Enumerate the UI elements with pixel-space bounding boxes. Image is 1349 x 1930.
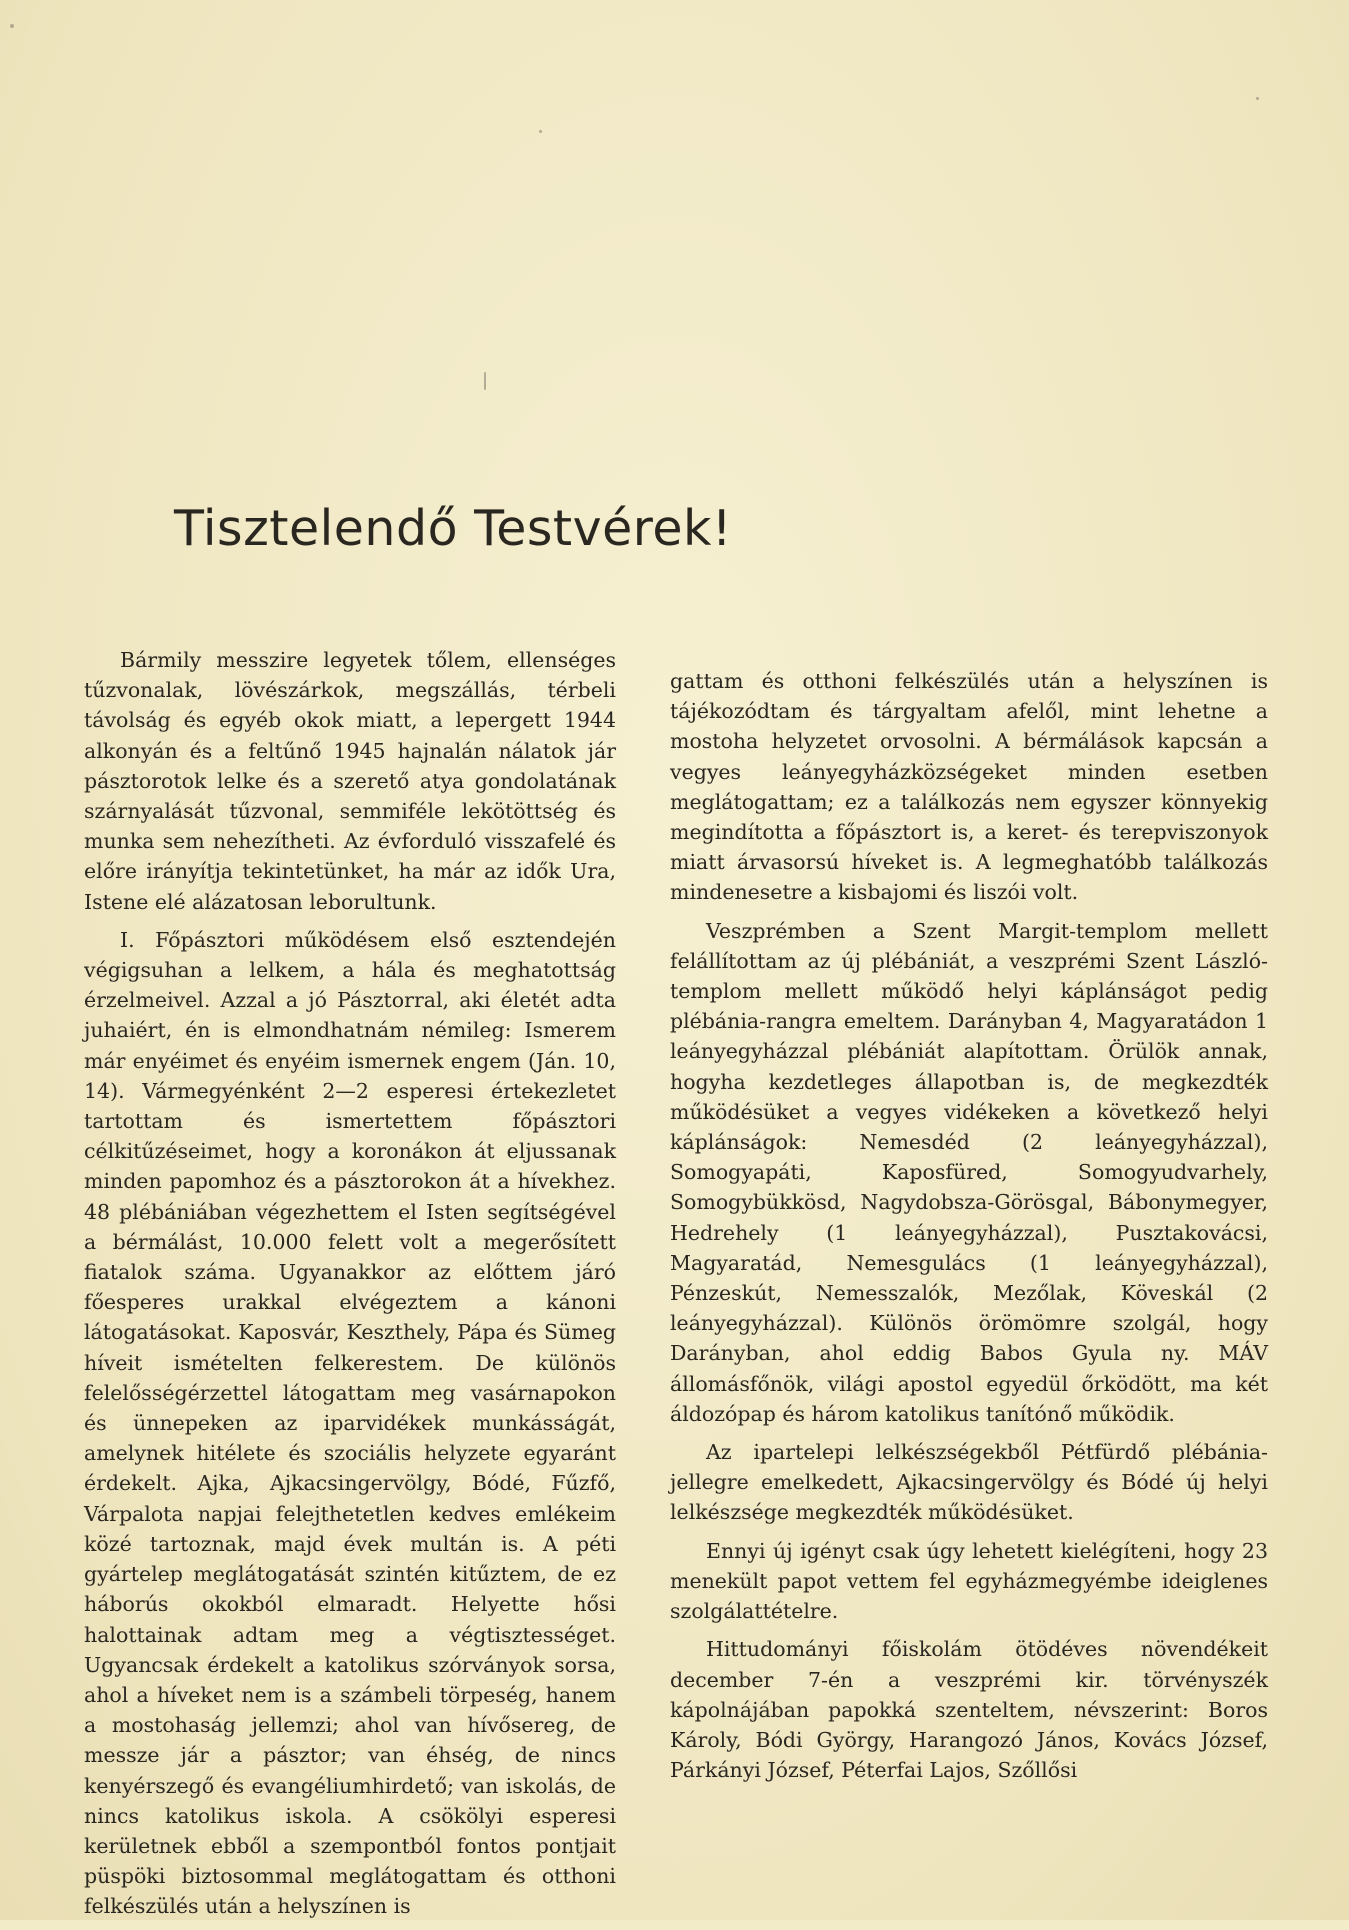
paragraph: Veszprémben a Szent Margit-templom mellett felállítottam az új plébániát, a veszprémi Szent László-templom mellett működő helyi káplánságot pedig plébánia-rangra emeltem. Darányban 4, Magyaratádon 1 leányegyházzal plébániát alapítottam. Örülök annak, hogyha kezdetleges állapotban is, de megkezdték működésüket a vegyes vidékeken a következő helyi káplánságok: Nemesdéd (2 leányegyházzal), Somogyapáti, Kaposfüred, Somogyudvarhely, Somogybükkösd, Nagydobsza-Görösgal, Bábonymegyer, Hedrehely (1 leányegyházzal), Pusztakovácsi, Magyaratád, Nemesgulács (1 leányegyházzal), Pénzeskút, Nemesszalók, Mezőlak, Köveskál (2 leányegyházzal). Különös örömömre szolgál, hogy Darányban, ahol eddig Babos Gyula ny. MÁV állomásfőnök, világi apostol egyedül őrködött, ma két áldozópap és három katolikus tanítónő működik. [670, 918, 1268, 1426]
paragraph: Hittudományi főiskolám ötödéves növendékeit december 7-én a veszprémi kir. törvényszék kápolnájában papokká szenteltem, névszerint: Boros Károly, Bódi György, Harangozó János, Kovács József, Párkányi József, Péterfai Lajos, Szőllősi [670, 1637, 1268, 1783]
paragraph: Az ipartelepi lelkészségekből Pétfürdő plébánia-jellegre emelkedett, Ajkacsingervölgy és Bódé új helyi lelkészsége megkezdték működésüket. [670, 1440, 1268, 1525]
paragraph: Ennyi új igényt csak úgy lehetett kielégíteni, hogy 23 menekült papot vettem fel egyházmegyémbe ideiglenes szolgálattételre. [670, 1538, 1268, 1624]
paper-speck [10, 24, 14, 28]
paper-speck [1256, 97, 1259, 100]
paragraph: gattam és otthoni felkészülés után a helyszínen is tájékozódtam és tárgyaltam afelől, mint lehetne a mostoha helyzetet orvosolni. A bérmálások kapcsán a vegyes leányegyházközségeket minden esetben meglátogattam; ez a találkozás nem egyszer könnyekig megindította a főpásztort is, a keret- és terepviszonyok miatt árvasorsú híveket is. A legmeghatóbb találkozás mindenesetre a kisbajomi és liszói volt. [670, 669, 1268, 905]
paper-speck [484, 372, 486, 390]
left-column [84, 645, 616, 1930]
right-column [670, 666, 1268, 1793]
page-title: Tisztelendő Testvérek! [174, 500, 732, 557]
paragraph: I. Főpásztori működésem első esztendején végigsuhan a lelkem, a hála és meghatottság érzelmeivel. Azzal a jó Pásztorral, aki életét adta juhaiért, én is elmondhatnám némileg: Ismerem már enyéimet és enyéim ismernek engem (Ján. 10, 14). Vármegyénként 2—2 esperesi értekezletet tartottam és ismertettem főpásztori célkitűzéseimet, hogy a koronákon át eljussanak minden papomhoz és a pásztorokon át a hívekhez. 48 plébániában végezhettem el Isten segítségével a bérmálást, 10.000 felett volt a megerősített fiatalok száma. Ugyanakkor az előttem járó főesperes urakkal elvégeztem a kánoni látogatásokat. Kaposvár, Keszthely, Pápa és Sümeg híveit ismételten felkerestem. De különös felelősségérzettel látogattam meg vasárnapokon és ünnepeken az iparvidékek munkásságát, amelynek hitélete és szociális helyzete egyaránt érdekelt. Ajka, Ajkacsingervölgy, Bódé, Fűzfő, Várpalota napjai felejthetetlen kedves emlékeim közé tartoznak, majd évek multán is. A péti gyártelep meglátogatását szintén kitűztem, de ez háborús okokból elmaradt. Helyette hősi halottainak adtam meg a végtisztességet. Ugyancsak érdekelt a katolikus szórványok sorsa, ahol a híveket nem is a számbeli törpeség, hanem a mostohaság jellemzi; ahol van hívősereg, de messze jár a pásztor; van éhség, de nincs kenyérszegő és evangéliumhirdető; van iskolás, de nincs katolikus iskola. A csökölyi esperesi kerületnek ebből a szempontból fontos pontjait püspöki biztosommal meglátogattam és otthoni felkészülés után a helyszínen is [84, 927, 616, 1919]
paragraph: Bármily messzire legyetek tőlem, ellenséges tűzvonalak, lövészárkok, megszállás, térbeli távolság és egyéb okok miatt, a lepergett 1944 alkonyán és a feltűnő 1945 hajnalán nálatok jár pásztorotok lelke és a szerető atya gondolatának szárnyalását tűzvonal, semmiféle lekötöttség és munka sem nehezítheti. Az évforduló visszafelé és előre irányítja tekintetünket, ha már az idők Ura, Istene elé alázatosan leborultunk. [84, 648, 616, 914]
paper-speck [539, 130, 542, 133]
